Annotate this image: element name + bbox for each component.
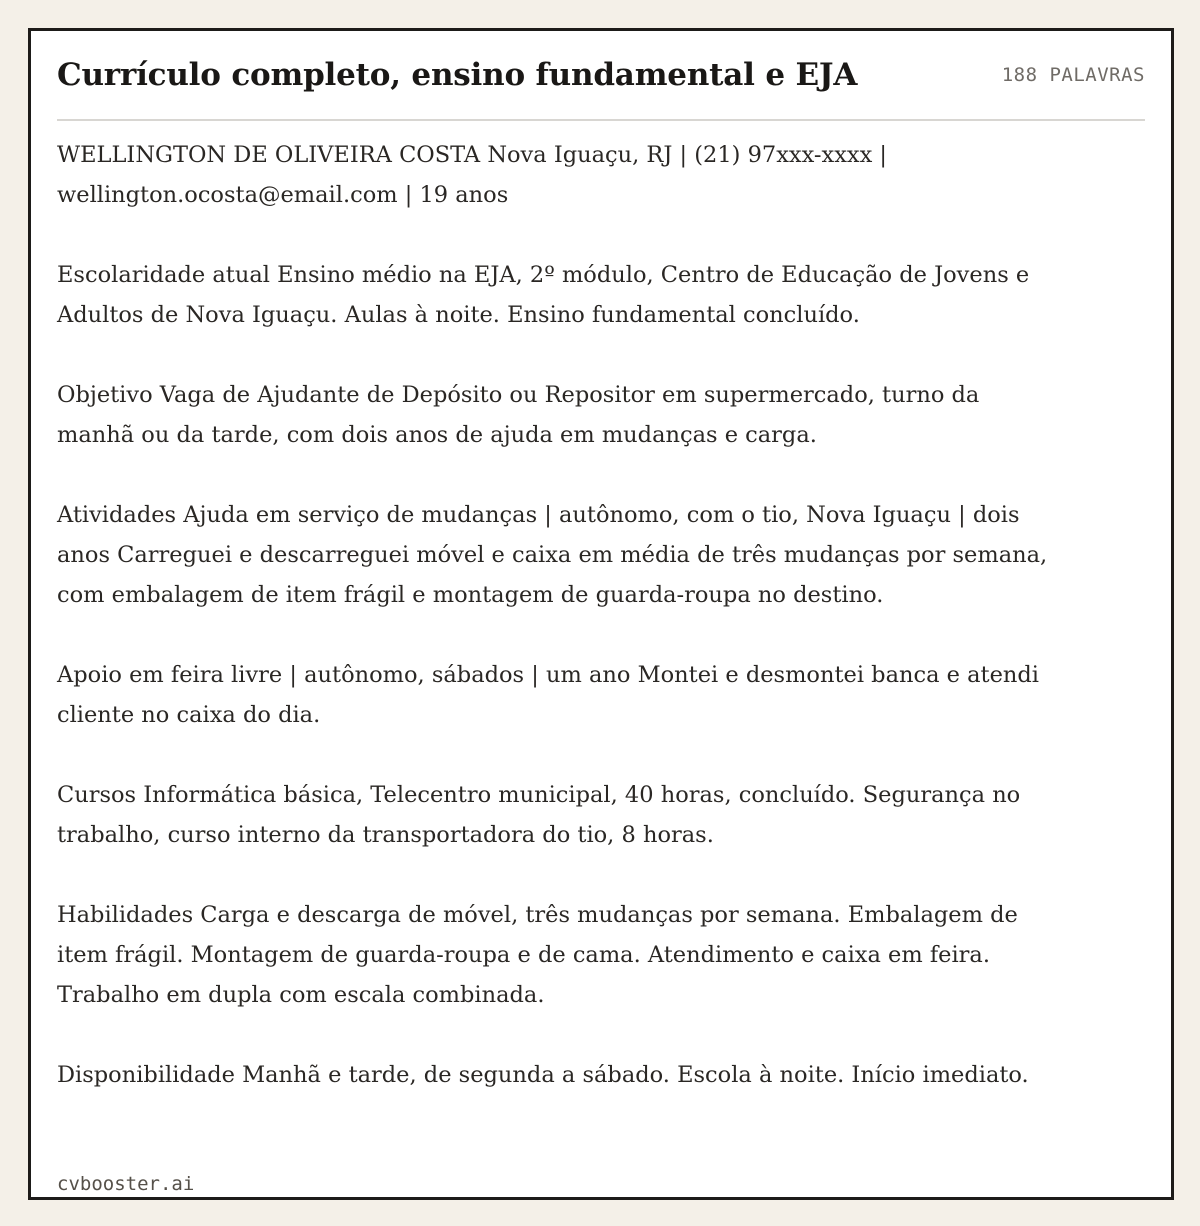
resume-header <box>57 53 1145 121</box>
courses-paragraph: Cursos Informática básica, Telecentro municipal, 40 horas, concluído. Segurança no trabalho, curso interno da transportadora do tio, 8 horas. <box>57 782 1021 848</box>
resume-card <box>28 28 1174 1200</box>
activities-paragraph: Atividades Ajuda em serviço de mudanças | autônomo, com o tio, Nova Iguaçu | dois anos Carreguei e descarreguei móvel e caixa em média de três mudanças por semana, com embalagem de item frágil e montagem de guarda-roupa no destino. <box>57 502 1048 608</box>
skills-paragraph: Habilidades Carga e descarga de móvel, três mudanças por semana. Embalagem de item frágil. Montagem de guarda-roupa e de cama. Atendimento e caixa em feira. Trabalho em dupla com escala combinada. <box>57 902 1018 1008</box>
brand-footer: cvbooster.ai <box>57 1173 195 1195</box>
availability-paragraph: Disponibilidade Manhã e tarde, de segunda a sábado. Escola à noite. Início imediato. <box>57 1062 1029 1088</box>
resume-body <box>57 135 1057 1135</box>
market-support-paragraph: Apoio em feira livre | autônomo, sábados | um ano Montei e desmontei banca e atendi cliente no caixa do dia. <box>57 662 1039 728</box>
page-title: Currículo completo, ensino fundamental e EJA <box>57 57 858 93</box>
word-count-badge: 188 PALAVRAS <box>1001 64 1145 86</box>
education-paragraph: Escolaridade atual Ensino médio na EJA, 2º módulo, Centro de Educação de Jovens e Adultos de Nova Iguaçu. Aulas à noite. Ensino fundamental concluído. <box>57 262 1030 328</box>
objective-paragraph: Objetivo Vaga de Ajudante de Depósito ou Repositor em supermercado, turno da manhã ou da tarde, com dois anos de ajuda em mudanças e carga. <box>57 382 980 448</box>
contact-paragraph: WELLINGTON DE OLIVEIRA COSTA Nova Iguaçu, RJ | (21) 97xxx-xxxx | wellington.ocosta@email.com | 19 anos <box>57 142 888 208</box>
